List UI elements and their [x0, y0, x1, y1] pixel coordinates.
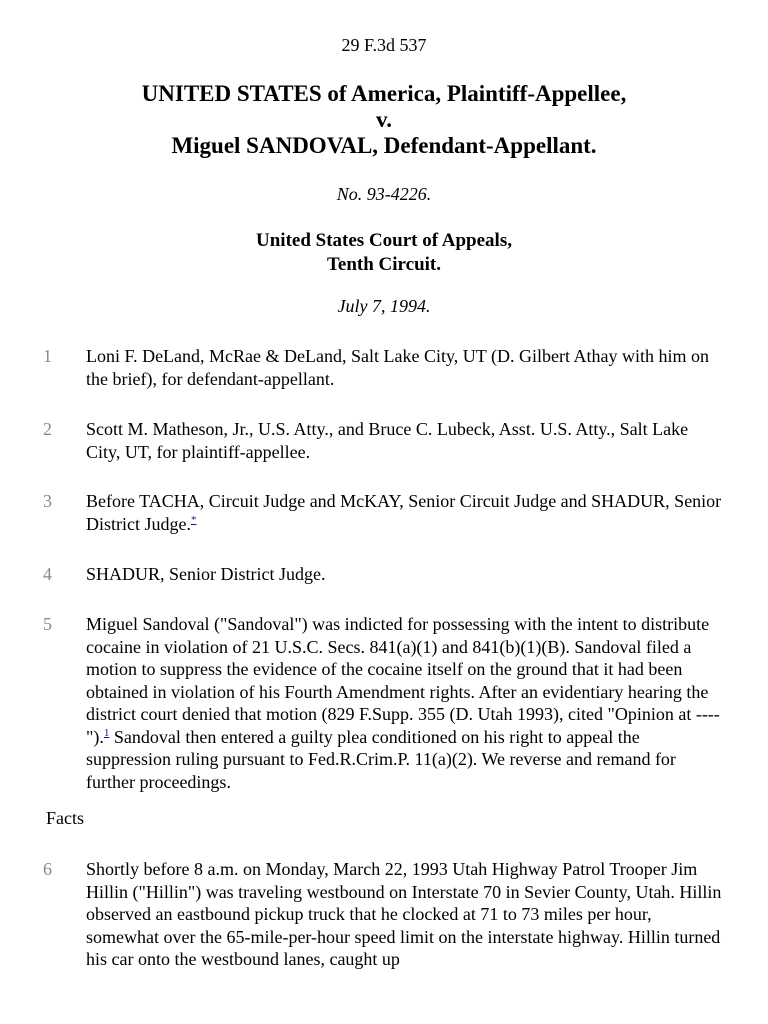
section-heading-facts: Facts [46, 808, 84, 828]
paragraph-text [86, 490, 726, 535]
court-line-2: Tenth Circuit. [326, 254, 442, 275]
paragraph-text: Loni F. DeLand, McRae & DeLand, Salt Lake City, UT (D. Gilbert Athay with him on the brief), for defendant-appellant. [86, 346, 709, 389]
court-name [0, 229, 768, 277]
footnote-link-star[interactable]: * [191, 513, 197, 526]
defendant-line: Miguel SANDOVAL, Defendant-Appellant. [171, 133, 597, 158]
paragraph-number: 2 [43, 419, 52, 439]
footnote-link-1[interactable]: 1 [103, 726, 110, 739]
paragraph-text-body-continued: Sandoval then entered a guilty plea conditioned on his right to appeal the suppression ruling pursuant to Fed.R.Crim.P. 11(a)(2). We reverse and remand for further proceedings. [86, 726, 676, 792]
case-citation: 29 F.3d 537 [341, 35, 427, 55]
paragraph-text: SHADUR, Senior District Judge. [86, 564, 326, 584]
paragraph-number: 1 [43, 346, 52, 366]
paragraph-number: 4 [43, 564, 52, 584]
paragraph-number: 5 [43, 614, 52, 634]
paragraph-text-body: Before TACHA, Circuit Judge and McKAY, Senior Circuit Judge and SHADUR, Senior District Judge. [86, 491, 722, 534]
paragraph-text [86, 613, 726, 793]
paragraph-text-body: Miguel Sandoval ("Sandoval") was indicted for possessing with the intent to distribute cocaine in violation of 21 U.S.C. Secs. 841(a)(1) and 841(b)(1)(B). Sandoval filed a motion to suppress the evidence of the cocaine itself on the ground that it had been obtained in violation of his Fourth Amendment rights. After an evidentiary hearing the district court denied that motion (829 F.Supp. 355 (D. Utah 1993), cited "Opinion at ----"). [86, 614, 720, 747]
case-caption [0, 81, 768, 159]
paragraph-text: Shortly before 8 a.m. on Monday, March 22, 1993 Utah Highway Patrol Trooper Jim Hillin ("Hillin") was traveling westbound on Interstate 70 in Sevier County, Utah. Hillin observed an eastbound pickup truck that he clocked at 71 to 73 miles per hour, somewhat over the 65-mile-per-hour speed limit on the interstate highway. Hillin turned his car onto the westbound lanes, caught up [86, 859, 722, 969]
decision-date: July 7, 1994. [337, 296, 431, 316]
docket-number: No. 93-4226. [336, 184, 432, 204]
versus-line: v. [376, 107, 392, 132]
court-line-1: United States Court of Appeals, [256, 230, 512, 251]
paragraph-text: Scott M. Matheson, Jr., U.S. Atty., and Bruce C. Lubeck, Asst. U.S. Atty., Salt Lake City, UT, for plaintiff-appellee. [86, 419, 689, 462]
plaintiff-line: UNITED STATES of America, Plaintiff-Appellee, [141, 81, 627, 106]
paragraph-number: 6 [43, 859, 52, 879]
paragraph-number: 3 [43, 491, 52, 511]
